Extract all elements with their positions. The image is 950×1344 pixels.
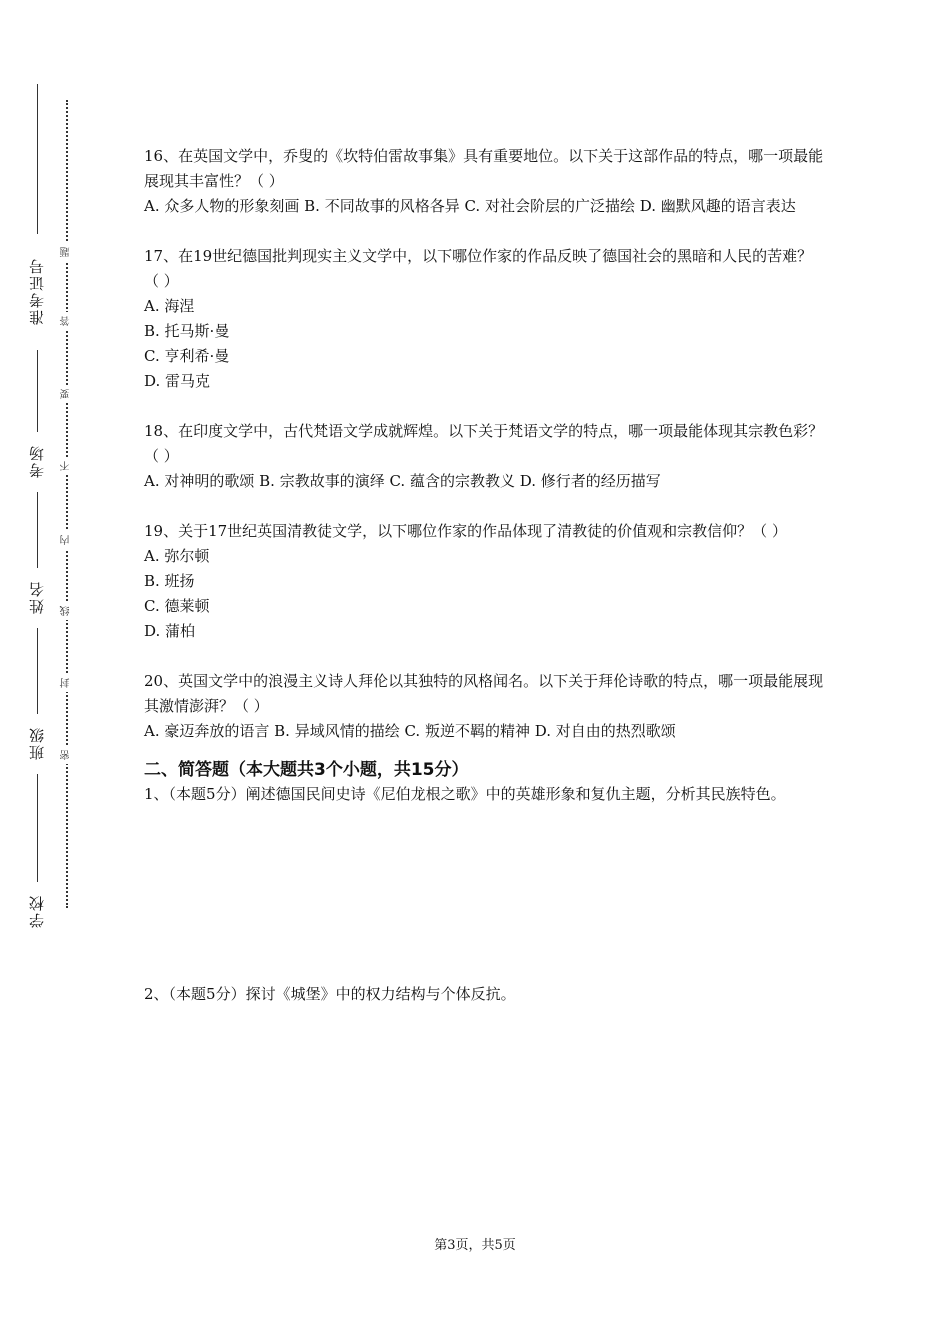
class-label: 班级 <box>28 726 46 760</box>
question-options: A. 对神明的歌颂 B. 宗教故事的演绎 C. 蕴含的宗教教义 D. 修行者的经历描写 <box>144 472 661 490</box>
question-stem: 17、在19世纪德国批判现实主义文学中，以下哪位作家的作品反映了德国社会的黑暗和人民的苦难？（ ） <box>144 247 813 290</box>
seal-char: 封 <box>59 674 75 692</box>
seal-char: 答 <box>59 312 75 330</box>
exam-content <box>144 144 824 1007</box>
option-a: A. 海涅 <box>144 297 195 315</box>
essay-question-text: 1、（本题5分）阐述德国民间史诗《尼伯龙根之歌》中的英雄形象和复仇主题，分析其民族特色。 <box>144 785 786 803</box>
seal-char: 要 <box>59 385 75 403</box>
info-line <box>37 492 38 568</box>
option-b: B. 班扬 <box>144 572 195 590</box>
school-label: 学校 <box>28 894 46 928</box>
question-20 <box>144 669 824 744</box>
essay-question-2 <box>144 982 824 1007</box>
binding-margin <box>0 0 80 1344</box>
question-stem: 16、在英国文学中，乔叟的《坎特伯雷故事集》具有重要地位。以下关于这部作品的特点，哪一项最能展现其丰富性？（ ） <box>144 147 824 190</box>
info-line <box>37 84 38 234</box>
essay-question-1 <box>144 782 824 982</box>
seal-char: 密 <box>59 746 75 764</box>
section-title: 二、简答题（本大题共3个小题，共15分） <box>144 760 469 780</box>
question-19 <box>144 519 824 644</box>
option-b: B. 托马斯·曼 <box>144 322 230 340</box>
essay-question-text: 2、（本题5分）探讨《城堡》中的权力结构与个体反抗。 <box>144 985 516 1003</box>
seal-char: 内 <box>59 531 75 549</box>
option-c: C. 德莱顿 <box>144 597 210 615</box>
info-line <box>37 628 38 714</box>
question-stem: 20、英国文学中的浪漫主义诗人拜伦以其独特的风格闻名。以下关于拜伦诗歌的特点，哪一项最能展现其激情澎湃？（ ） <box>144 672 824 715</box>
question-17 <box>144 244 824 394</box>
info-line <box>37 774 38 882</box>
question-options: A. 豪迈奔放的语言 B. 异域风情的描绘 C. 叛逆不羁的精神 D. 对自由的热烈歌颂 <box>144 722 676 740</box>
question-stem: 19、关于17世纪英国清教徒文学，以下哪位作家的作品体现了清教徒的价值观和宗教信仰？（ ） <box>144 522 787 540</box>
page-footer: 第3页，共5页 <box>434 1238 516 1253</box>
seal-char: 题 <box>59 243 75 261</box>
seal-char: 不 <box>59 457 75 475</box>
option-d: D. 雷马克 <box>144 372 211 390</box>
student-name-label: 姓名 <box>28 580 46 614</box>
seal-dotted-line <box>66 100 68 908</box>
question-options: A. 众多人物的形象刻画 B. 不同故事的风格各异 C. 对社会阶层的广泛描绘 D. 幽默风趣的语言表达 <box>144 197 796 215</box>
exam-number-label: 准考证号 <box>28 257 46 325</box>
seal-char: 线 <box>59 602 75 620</box>
option-d: D. 蒲柏 <box>144 622 196 640</box>
option-c: C. 亨利希·曼 <box>144 347 230 365</box>
question-16 <box>144 144 824 219</box>
question-stem: 18、在印度文学中，古代梵语文学成就辉煌。以下关于梵语文学的特点，哪一项最能体现其宗教色彩？（ ） <box>144 422 824 465</box>
option-a: A. 弥尔顿 <box>144 547 210 565</box>
info-line <box>37 350 38 432</box>
question-18 <box>144 419 824 494</box>
exam-room-label: 考场 <box>28 444 46 478</box>
